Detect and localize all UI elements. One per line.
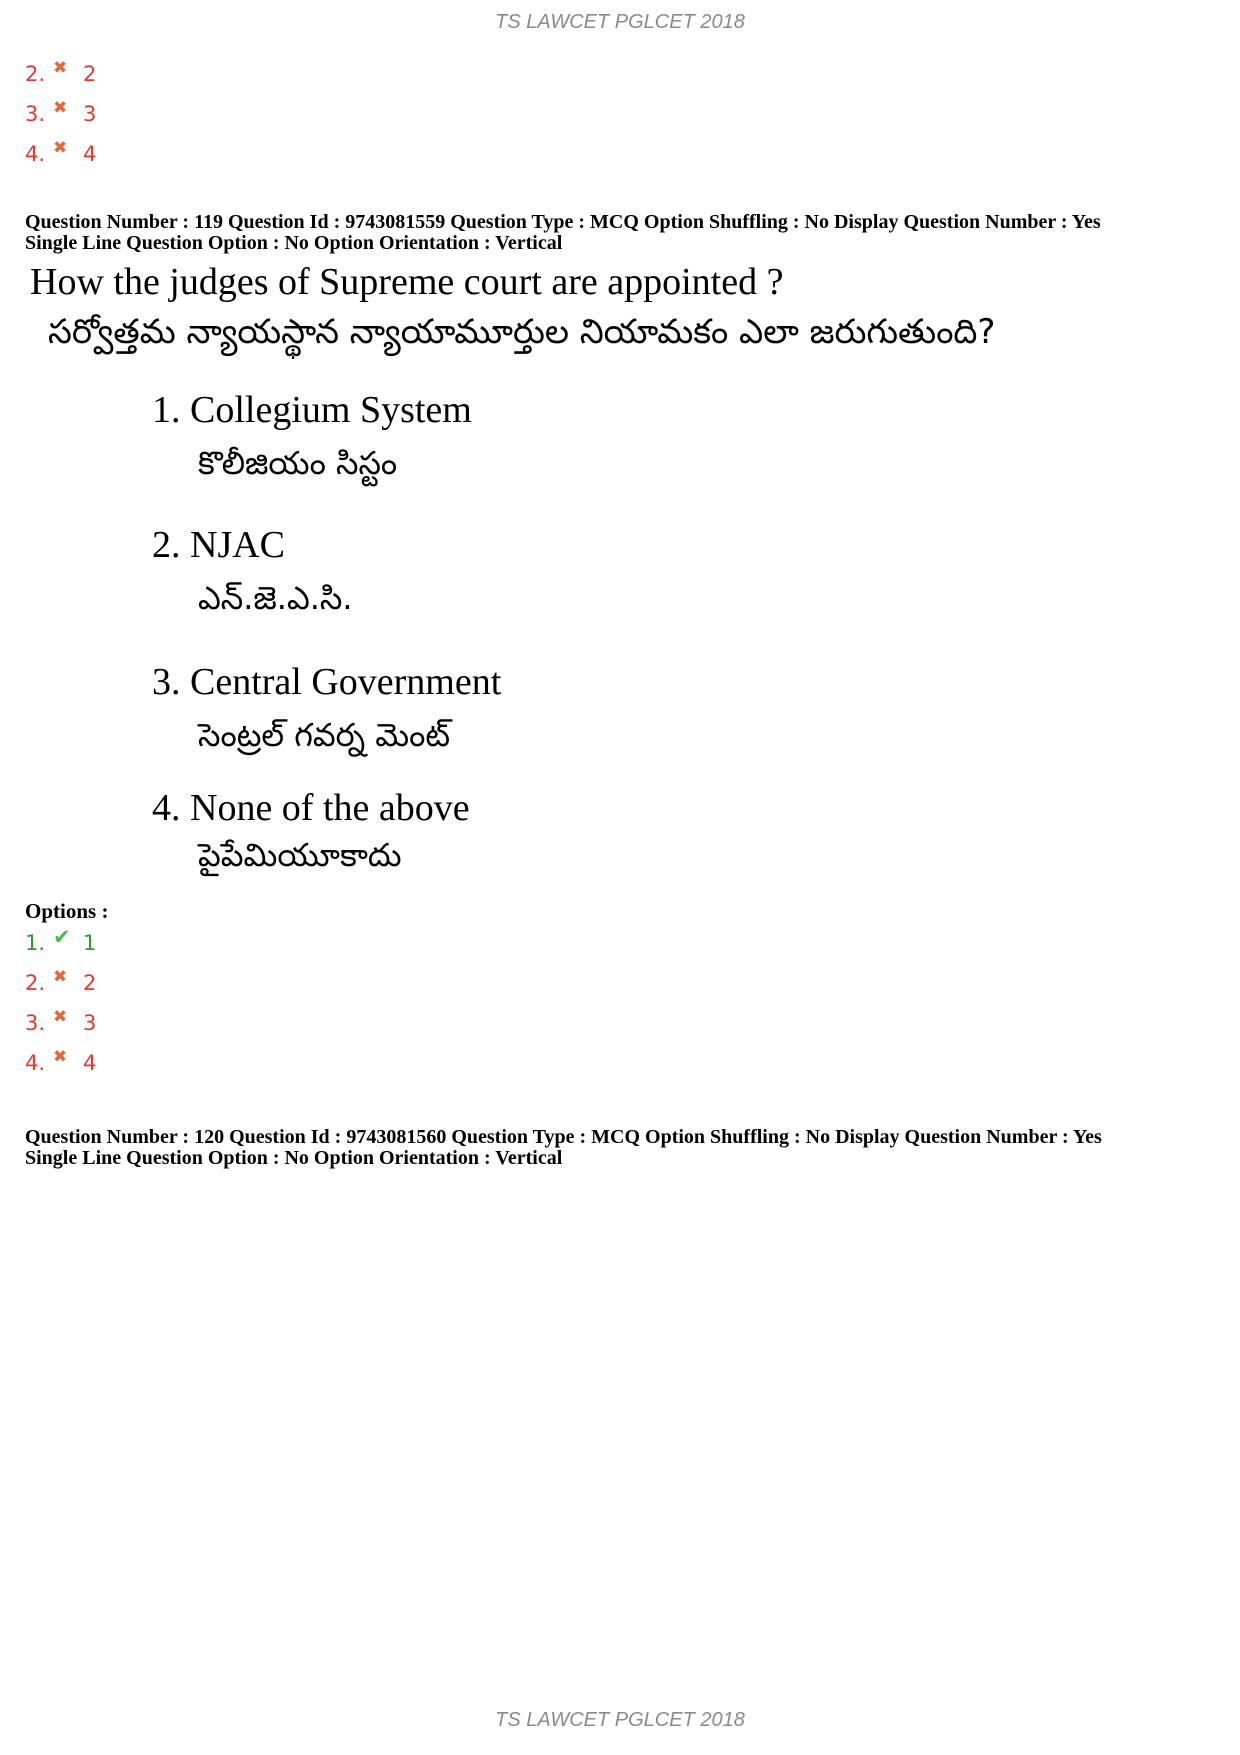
question-meta-line-1: Question Number : 119 Question Id : 9743081559 Question Type : MCQ Option Shuffling : No Display Question Number : Yes xyxy=(25,211,1101,233)
option-row xyxy=(25,94,96,134)
page-header: TS LAWCET PGLCET 2018 xyxy=(495,11,745,33)
option-value: 3 xyxy=(83,1011,97,1035)
option-value: 4 xyxy=(83,1051,97,1075)
cross-icon: ✖ xyxy=(53,1047,68,1067)
question-120-meta xyxy=(25,1127,1225,1169)
option-row xyxy=(25,54,96,94)
choice-text-telugu: పైపేమియూకాదు xyxy=(198,836,402,874)
choice-text-telugu: కొలీజియం సిస్టం xyxy=(198,444,398,482)
question-meta-line-2: Single Line Question Option : No Option Orientation : Vertical xyxy=(25,232,563,254)
option-row xyxy=(25,1003,96,1043)
choice-text-english: 2. NJAC xyxy=(152,524,286,566)
option-number: 1. xyxy=(25,931,46,955)
choice-text-telugu: ఎన్.జె.ఎ.సి. xyxy=(198,579,353,617)
cross-icon: ✖ xyxy=(53,58,68,78)
question-119-options-list xyxy=(25,923,96,1083)
cross-icon: ✖ xyxy=(53,98,68,118)
question-text-telugu: సర్వోత్తమ న్యాయస్థాన న్యాయామూర్తుల నియామకం ఎలా జరుగుతుంది? xyxy=(48,312,996,352)
question-meta-line-1: Question Number : 120 Question Id : 9743081560 Question Type : MCQ Option Shuffling : No Display Question Number : Yes xyxy=(25,1126,1102,1148)
choice-text-telugu: సెంట్రల్ గవర్న మెంట్ xyxy=(198,716,451,754)
option-number: 4. xyxy=(25,142,46,166)
choice-1 xyxy=(152,388,472,490)
option-number: 2. xyxy=(25,971,46,995)
question-meta-line-2: Single Line Question Option : No Option Orientation : Vertical xyxy=(25,1147,563,1169)
option-row-correct xyxy=(25,923,96,963)
choice-text-english: 1. Collegium System xyxy=(152,389,472,431)
choice-text-english: 4. None of the above xyxy=(152,787,470,829)
question-119-meta xyxy=(25,212,1225,254)
option-row xyxy=(25,963,96,1003)
cross-icon: ✖ xyxy=(53,138,68,158)
previous-options-list xyxy=(25,54,96,174)
check-icon: ✔ xyxy=(53,925,71,949)
option-value: 1 xyxy=(83,931,97,955)
cross-icon: ✖ xyxy=(53,967,68,987)
cross-icon: ✖ xyxy=(53,1007,68,1027)
options-label: Options : xyxy=(25,899,109,923)
option-value: 2 xyxy=(83,62,97,86)
option-number: 2. xyxy=(25,62,46,86)
page-footer: TS LAWCET PGLCET 2018 xyxy=(495,1709,745,1731)
option-row xyxy=(25,1043,96,1083)
option-value: 4 xyxy=(83,142,97,166)
option-row xyxy=(25,134,96,174)
option-number: 3. xyxy=(25,102,46,126)
option-number: 4. xyxy=(25,1051,46,1075)
choice-3 xyxy=(152,660,501,762)
option-value: 3 xyxy=(83,102,97,126)
option-number: 3. xyxy=(25,1011,46,1035)
choice-text-english: 3. Central Government xyxy=(152,661,502,703)
option-value: 2 xyxy=(83,971,97,995)
question-text-english: How the judges of Supreme court are appointed ? xyxy=(30,261,784,303)
choice-4 xyxy=(152,786,470,882)
choice-2 xyxy=(152,523,353,625)
